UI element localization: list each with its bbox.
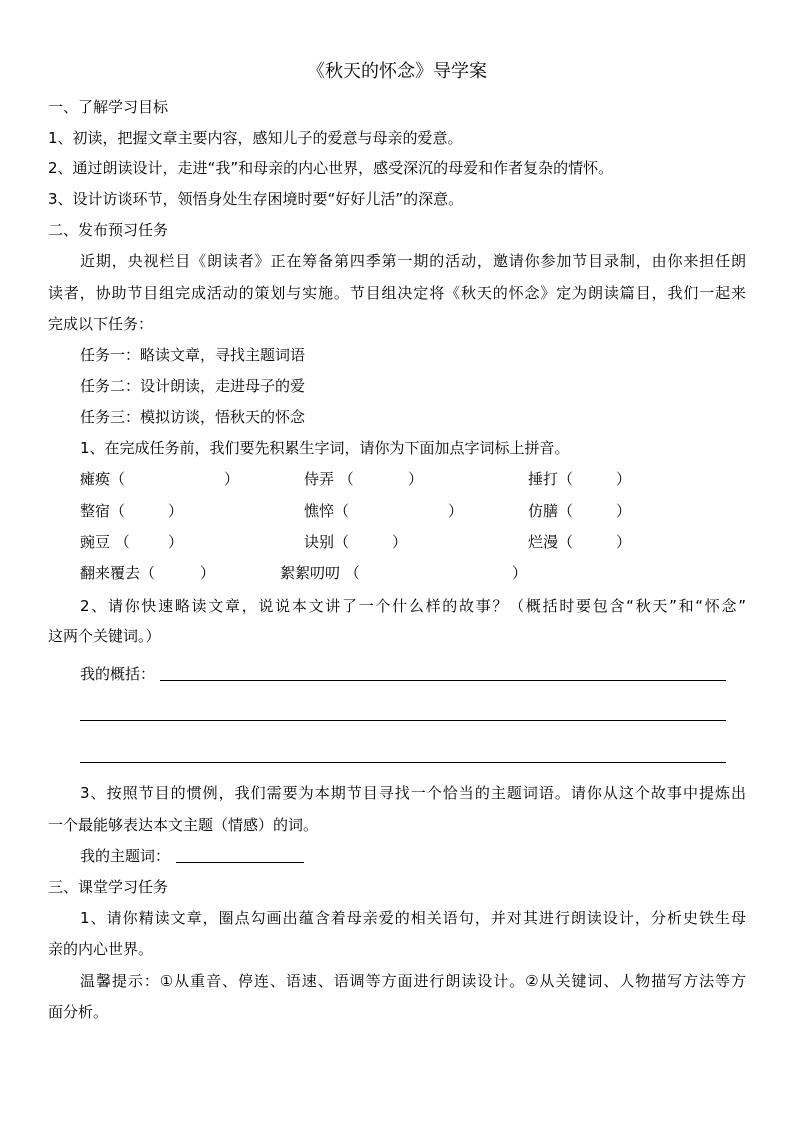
task-1: 任务一：略读文章，寻找主题词语	[80, 346, 306, 364]
question-1: 1、在完成任务前，我们要先积累生字词，请你为下面加点字词标上拼音。	[80, 439, 570, 457]
task-2: 任务二：设计朗读，走进母子的爱	[80, 377, 306, 395]
word-xuxudaodao-close: ）	[512, 564, 528, 582]
summary-answer-line-1[interactable]	[160, 680, 726, 681]
section3-heading: 三、课堂学习任务	[48, 878, 169, 896]
goal-1: 1、初读，把握文章主要内容，感知儿子的爱意与母亲的爱意。	[48, 129, 463, 147]
summary-answer-line-3[interactable]	[80, 762, 726, 763]
summary-label: 我的概括：	[80, 665, 156, 683]
word-xuxudaodao: 絮絮叨叨 （	[280, 564, 360, 582]
question-2-line-1: 2、请你快速略读文章，说说本文讲了一个什么样的故事？（概括时要包含“秋天”和“怀念”	[80, 597, 746, 615]
word-juebie-close: ）	[392, 533, 408, 551]
goal-3: 3、设计访谈环节，领悟身处生存困境时要“好好儿活”的深意。	[48, 190, 464, 208]
word-fanlaifuqu-close: ）	[200, 564, 216, 582]
goal-2: 2、通过朗读设计，走进“我”和母亲的内心世界，感受深沉的母爱和作者复杂的情怀。	[48, 159, 614, 177]
section2-heading: 二、发布预习任务	[48, 221, 169, 239]
question-3-line-1: 3、按照节目的惯例，我们需要为本期节目寻找一个恰当的主题词语。请你从这个故事中提炼出	[80, 784, 746, 802]
word-lanman: 烂漫（	[528, 533, 574, 551]
word-chuida-close: ）	[616, 470, 632, 488]
word-wandou-close: ）	[168, 533, 184, 551]
word-fangshan-close: ）	[616, 502, 632, 520]
word-lanman-close: ）	[616, 533, 632, 551]
word-chuida: 捶打（	[528, 470, 574, 488]
intro-line-3: 完成以下任务：	[48, 315, 154, 333]
question-2-line-2: 这两个关键词。）	[48, 627, 161, 645]
page-title: 《秋天的怀念》导学案	[307, 61, 487, 82]
section3-q1-line-1: 1、请你精读文章，圈点勾画出蕴含着母亲爱的相关语句，并对其进行朗读设计，分析史铁生母	[80, 909, 746, 927]
summary-answer-line-2[interactable]	[80, 720, 726, 721]
tip-line-2: 面分析。	[48, 1003, 109, 1021]
intro-line-2: 读者，协助节目组完成活动的策划与实施。节目组决定将《秋天的怀念》定为朗读篇目，我们一起来	[48, 284, 746, 302]
task-3: 任务三：模拟访谈，悟秋天的怀念	[80, 408, 306, 426]
word-fanlaifuqu: 翻来覆去（	[80, 564, 156, 582]
theme-label: 我的主题词：	[80, 847, 171, 865]
word-qiaocui-close: ）	[448, 502, 464, 520]
word-qiaocui: 憔悴（	[304, 502, 350, 520]
section3-q1-line-2: 亲的内心世界。	[48, 940, 154, 958]
question-3-line-2: 一个最能够表达本文主题（情感）的词。	[48, 816, 319, 834]
word-tanhuan-close: ）	[224, 470, 240, 488]
word-fangshan: 仿膳（	[528, 502, 574, 520]
section1-heading: 一、了解学习目标	[48, 98, 169, 116]
word-zhengxiu-close: ）	[168, 502, 184, 520]
word-wandou: 豌豆 （	[80, 533, 130, 551]
word-shinong-close: ）	[408, 470, 424, 488]
theme-answer-line[interactable]	[176, 862, 304, 863]
tip-line-1: 温馨提示：①从重音、停连、语速、语调等方面进行朗读设计。②从关键词、人物描写方法等方	[80, 972, 746, 990]
word-shinong: 侍弄 （	[304, 470, 354, 488]
word-tanhuan: 瘫痪（	[80, 470, 126, 488]
intro-line-1: 近期，央视栏目《朗读者》正在筹备第四季第一期的活动，邀请你参加节目录制，由你来担任朗	[80, 252, 746, 270]
word-zhengxiu: 整宿（	[80, 502, 126, 520]
word-juebie: 诀别（	[304, 533, 350, 551]
